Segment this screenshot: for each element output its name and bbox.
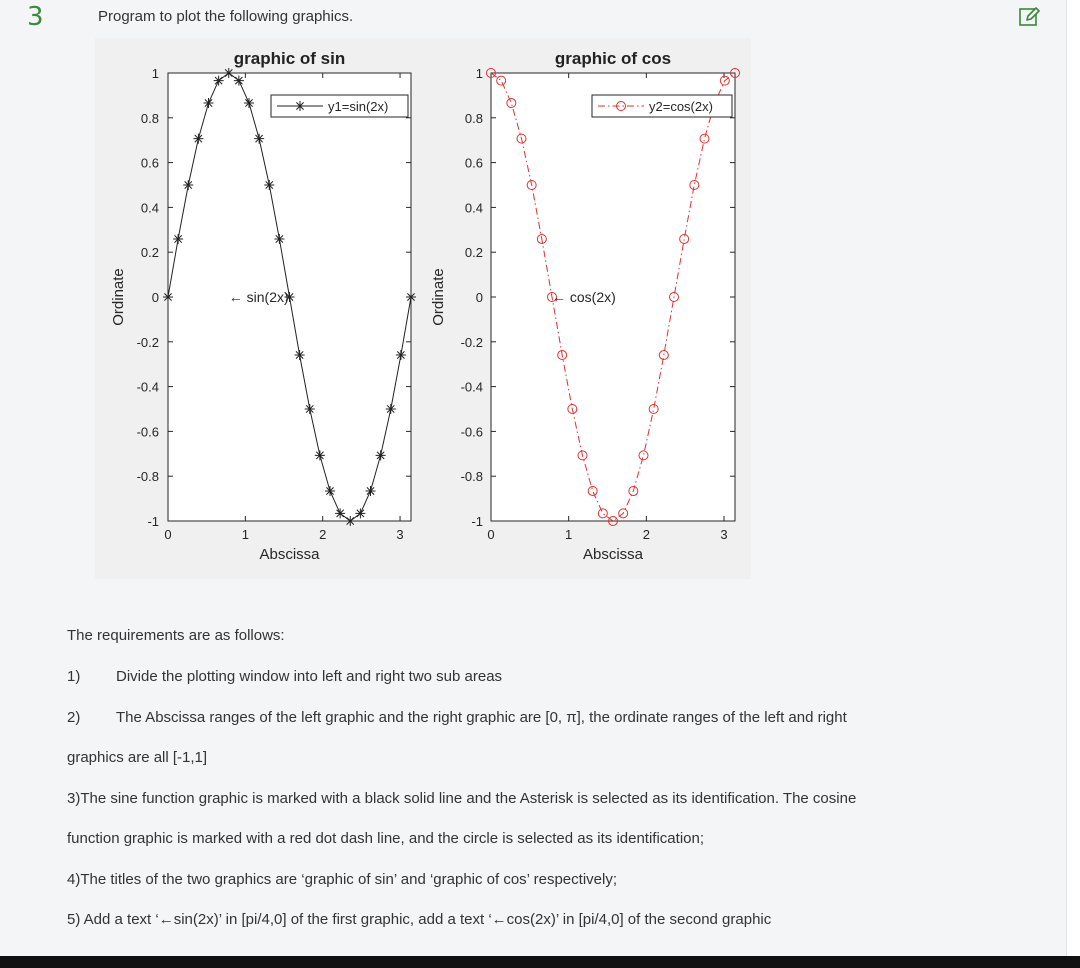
requirement-line [67,871,617,888]
data-point [396,350,406,360]
legend-label: y1=sin(2x) [328,99,389,114]
data-point [325,486,335,496]
requirement-line [67,709,847,726]
data-point [163,292,173,302]
y-tick-label: -0.8 [460,469,483,485]
y-tick-label: 0.4 [464,200,483,216]
x-tick-label: 3 [720,527,728,542]
data-point [376,450,386,460]
x-axis-label: Abscissa [582,546,644,563]
data-point [345,516,355,526]
figure-canvas [95,38,751,579]
requirement-number: 2) [67,709,81,726]
requirement-text: graphics are all [-1,1] [67,749,208,766]
y-tick-label: 0.6 [464,155,483,171]
requirement-line [67,790,856,807]
chart-title: graphic of sin [233,49,346,68]
data-point [335,508,345,518]
y-tick-label: -1 [147,514,159,529]
data-point [315,450,325,460]
y-tick-label: 0 [475,290,483,305]
requirement-text: function graphic is marked with a red dot dash line, and the circle is selected as its identification; [67,830,705,847]
data-point [173,234,183,244]
y-tick-label: 0.8 [464,110,483,126]
data-point [204,98,214,108]
chart-1 [110,49,416,563]
data-point [355,508,365,518]
data-point [214,76,224,86]
y-tick-label: -0.6 [136,424,159,440]
bottom-bar [0,956,1080,968]
x-tick-label: 1 [565,527,573,542]
requirement-text: 5) Add a text ‘←sin(2x)’ in [pi/4,0] of the first graphic, add a text ‘←cos(2x)’ in [pi/4,0] of the second graphic [67,911,772,928]
requirement-line [67,830,704,847]
y-axis-label: Ordinate [430,268,447,326]
y-tick-label: 0.8 [140,110,159,126]
y-tick-label: -0.2 [136,334,159,350]
requirements-intro: The requirements are as follows: [67,627,285,644]
data-point [305,404,315,414]
annotation-text: ← sin(2x) [228,289,289,305]
chart-title: graphic of cos [554,49,672,68]
y-tick-label: 0.4 [140,200,159,216]
x-tick-label: 0 [487,527,495,542]
x-tick-label: 2 [319,527,327,542]
question-title: Program to plot the following graphics. [98,8,354,25]
x-tick-label: 1 [241,527,249,542]
y-axis-label: Ordinate [110,268,127,326]
requirement-line [67,911,771,928]
y-tick-label: -0.4 [460,379,483,395]
requirement-text: 3)The sine function graphic is marked with a black solid line and the Asterisk is selected as its identification. The cosine [67,790,857,807]
y-tick-label: 0.2 [464,245,483,261]
y-tick-label: 1 [475,66,483,81]
data-point [406,292,416,302]
requirement-text: 4)The titles of the two graphics are ‘graphic of sin’ and ‘graphic of cos’ respectively; [67,871,617,888]
data-point [183,180,193,190]
y-tick-label: -0.8 [136,469,159,485]
requirement-line [67,668,502,685]
y-tick-label: 1 [151,66,159,81]
x-tick-label: 3 [396,527,404,542]
legend-label: y2=cos(2x) [649,99,713,114]
y-tick-label: -0.4 [136,379,159,395]
y-tick-label: 0.6 [140,155,159,171]
y-tick-label: 0 [151,290,159,305]
requirement-number: 1) [67,668,81,685]
y-tick-label: -0.2 [460,334,483,350]
legend-marker [295,101,305,111]
data-point [264,180,274,190]
y-tick-label: -0.6 [460,424,483,440]
x-tick-label: 0 [164,527,172,542]
question-number: 3 [27,2,44,32]
y-tick-label: -1 [471,514,483,529]
requirement-text: The Abscissa ranges of the left graphic and the right graphic are [0, π], the ordinate ranges of the left and right [116,709,847,726]
data-point [366,486,376,496]
data-point [295,350,305,360]
x-tick-label: 2 [642,527,650,542]
requirement-text: Divide the plotting window into left and right two sub areas [116,668,503,685]
annotation-text: ← cos(2x) [552,289,616,305]
edit-icon[interactable] [1018,6,1040,28]
data-point [386,404,396,414]
y-tick-label: 0.2 [140,245,159,261]
data-point [193,134,203,144]
figure-panel [95,38,751,579]
data-point [274,234,284,244]
data-point [254,134,264,144]
x-axis-label: Abscissa [259,546,320,563]
requirement-line [67,749,207,766]
data-point [224,68,234,78]
data-point [234,76,244,86]
chart-2 [430,49,740,563]
data-point [244,98,254,108]
